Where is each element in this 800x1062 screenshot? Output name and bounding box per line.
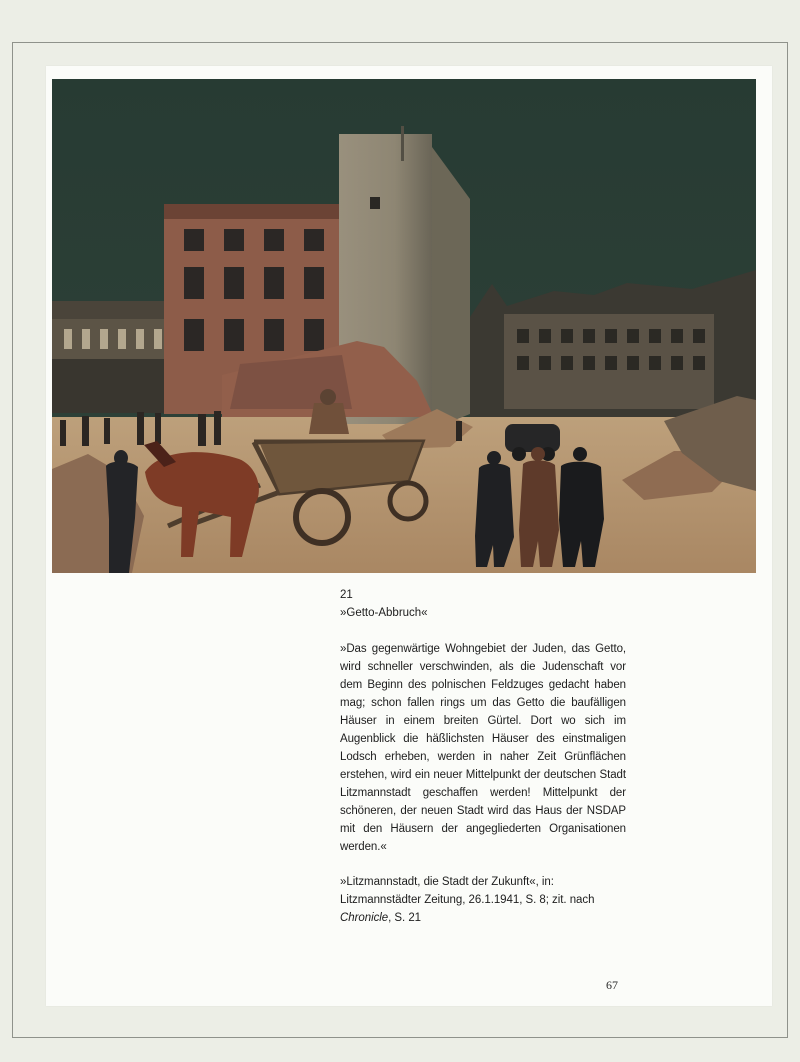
figure-number: 21 [340, 589, 353, 601]
figure-title: »Getto-Abbruch« [340, 607, 428, 619]
source-citation [340, 873, 626, 927]
ghetto-demolition-photo-illustration [52, 79, 756, 573]
historical-color-photo [52, 79, 756, 573]
page-number: 67 [606, 978, 618, 992]
source-citation-page: , S. 21 [388, 912, 422, 924]
photo-caption [340, 586, 626, 927]
source-citation-main: »Litzmannstadt, die Stadt der Zukunft«, in: Litzmannstädter Zeitung, 26.1.1941, S. 8; zit. nach [340, 876, 595, 906]
source-citation-italic: Chronicle [340, 912, 389, 924]
quoted-newspaper-passage: »Das gegenwärtige Wohngebiet der Juden, das Getto, wird schneller verschwinden, als die Judenschaft vor dem Beginn des polnischen Feldzuges gedacht haben mag; schon fallen rings um das Getto die baufälligen Häuser in einem breiten Gürtel. Dort wo sich im Augenblick die häßlichsten Häuser des einstmaligen Lodsch erheben, werden in naher Zeit Grünflächen erstehen, wird ein neuer Mittelpunkt der deutschen Stadt Litzmannstadt geschaffen werden! Mittelpunkt der schöneren, der neuen Stadt wird das Haus der NSDAP mit den Häusern der angegliederten Organisationen werden.« [340, 643, 626, 853]
